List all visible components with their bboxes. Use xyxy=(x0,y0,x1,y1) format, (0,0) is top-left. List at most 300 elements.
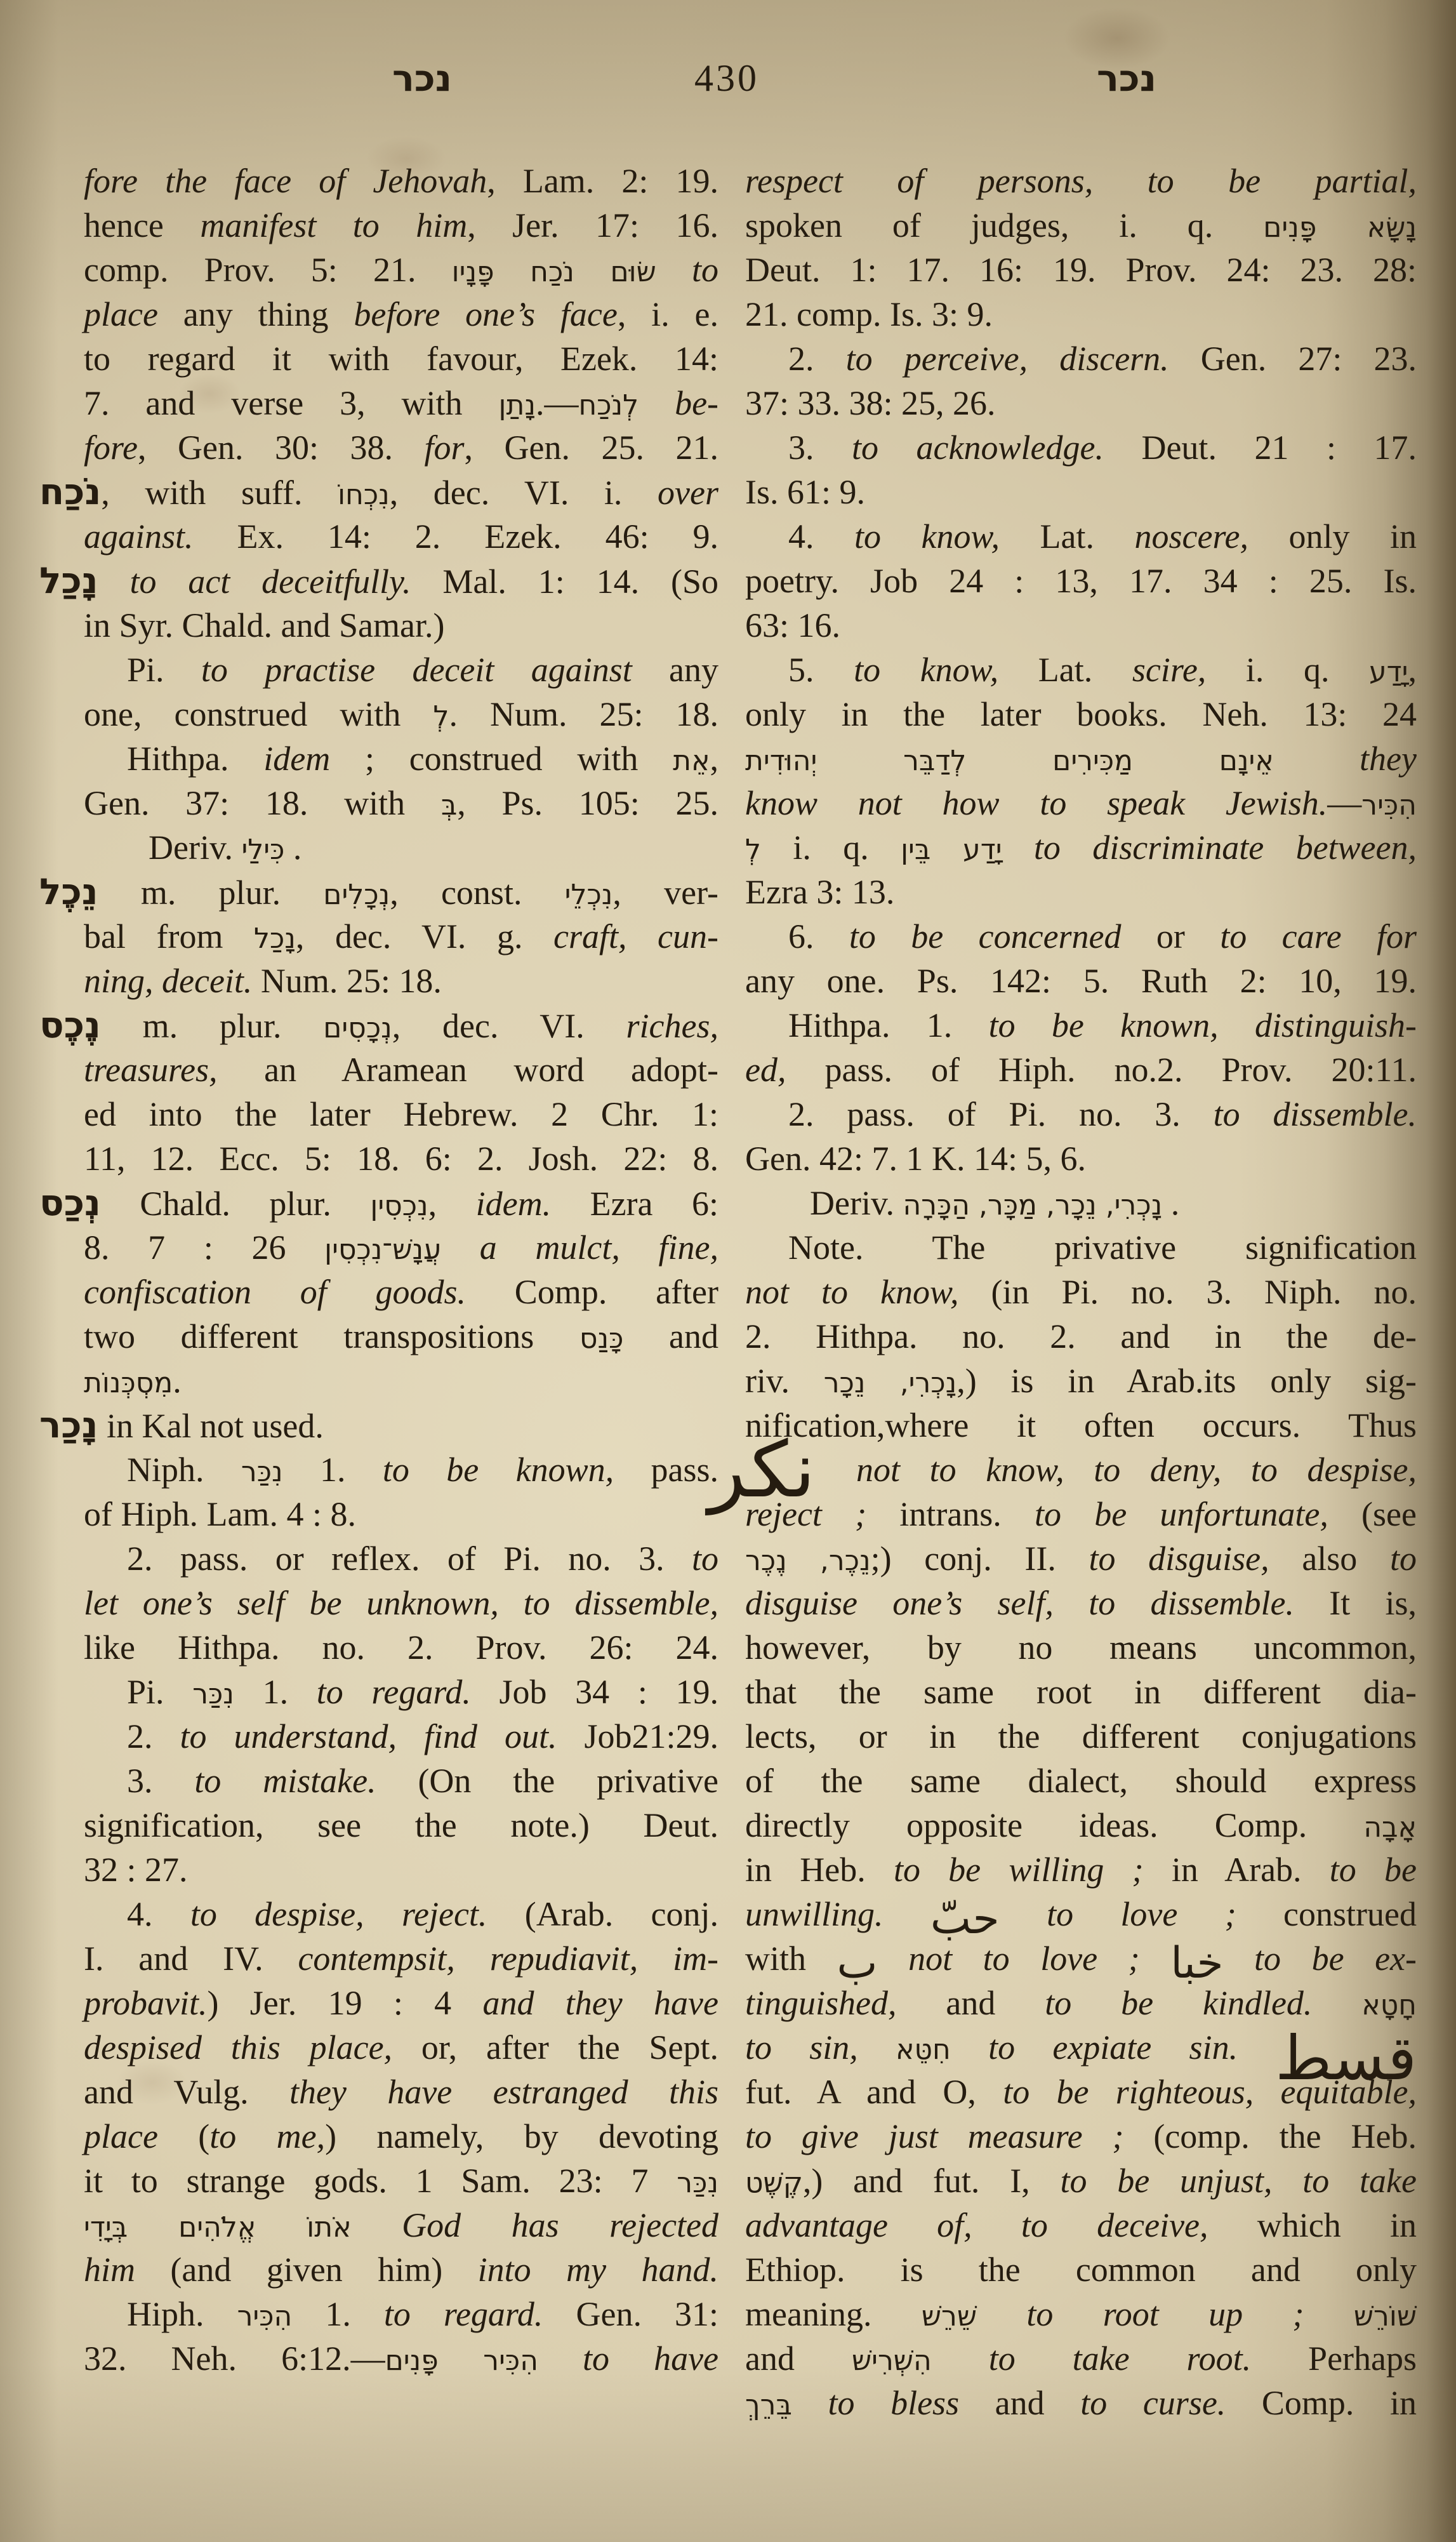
text-line xyxy=(745,1359,1417,1403)
text-line xyxy=(745,248,1417,292)
roman-text: Ex. 14: 2. Ezek. 46: 9. xyxy=(193,517,718,556)
text-line xyxy=(745,381,1417,425)
right-column xyxy=(708,159,1417,2425)
italic-text: to care for xyxy=(1220,917,1417,955)
italic-text: fore the face of Jehovah xyxy=(84,162,487,200)
text-line xyxy=(745,425,1417,470)
arabic-text: حبّ xyxy=(930,1894,1000,1944)
roman-text: 1. xyxy=(282,1451,383,1489)
roman-text xyxy=(538,2339,583,2378)
roman-text xyxy=(977,2295,1026,2333)
roman-text: poetry. Job 24 : 13, 17. 34 : 25. Is. xyxy=(745,562,1417,600)
text-line xyxy=(84,603,718,648)
roman-text: like Hithpa. no. 2. Prov. 26: 24. xyxy=(84,1628,718,1667)
text-line xyxy=(84,2203,718,2247)
roman-text: 4. xyxy=(788,517,855,556)
text-line xyxy=(745,1759,1417,1803)
text-line xyxy=(745,203,1417,248)
roman-text: . xyxy=(173,1362,182,1400)
hebrew-text: הִכִּיר xyxy=(1361,789,1417,822)
text-line xyxy=(745,2292,1417,2336)
italic-text: to xyxy=(692,251,719,289)
roman-text: Ezra 6: xyxy=(551,1185,718,1223)
roman-text: any thing xyxy=(157,295,354,333)
roman-text: lects, or in the different conjugations xyxy=(745,1717,1417,1755)
roman-text xyxy=(98,562,130,601)
roman-text: only in the later books. Neh. 13: 24 xyxy=(745,695,1417,733)
text-line xyxy=(745,1803,1417,1847)
roman-text: , Gen. 30: 38. xyxy=(137,429,425,467)
italic-text: and they have xyxy=(482,1984,718,2022)
italic-text: to mistake. xyxy=(194,1762,376,1800)
roman-text: Comp. after xyxy=(466,1273,718,1311)
roman-text: Hiph. xyxy=(127,2295,237,2333)
roman-text: , dec. VI. g. xyxy=(295,917,553,955)
italic-text: to be unjust, to take xyxy=(1060,2162,1417,2200)
roman-text: 1. xyxy=(234,1673,317,1711)
roman-text xyxy=(1002,828,1034,867)
roman-text: in Heb. xyxy=(745,1851,894,1889)
roman-text: Gen. 27: 23. xyxy=(1168,340,1417,378)
text-line xyxy=(745,1048,1417,1092)
roman-text: signification, see the note.) Deut. xyxy=(84,1806,718,1844)
text-line xyxy=(84,1092,718,1136)
roman-text: , i. e. xyxy=(617,295,718,333)
roman-text: it to strange gods. 1 Sam. 23: 7 xyxy=(84,2162,677,2200)
roman-text: ; construed with xyxy=(330,740,673,778)
roman-text: of Hiph. Lam. 4 : 8. xyxy=(84,1495,356,1533)
hebrew-text: שׁוֹרֵשׁ xyxy=(1353,2300,1417,2332)
text-line xyxy=(84,959,718,1003)
roman-text: 5. xyxy=(788,651,854,689)
italic-text: to expiate sin. xyxy=(988,2028,1238,2066)
roman-text: of the same dialect, should express xyxy=(745,1762,1417,1800)
italic-text: a mulct, fine, xyxy=(479,1228,719,1267)
italic-text: treasures, xyxy=(84,1051,218,1089)
roman-text: 7. and verse 3, with xyxy=(84,384,499,422)
roman-text: hence xyxy=(84,206,201,244)
hebrew-text: אָבָה xyxy=(1363,1811,1417,1844)
hebrew-text: נִכְחוֹ xyxy=(338,479,390,511)
text-line xyxy=(745,1403,1417,1447)
hebrew-text: חָטָא xyxy=(1361,1989,1417,2021)
hebrew-text: אֵינָם מַכִּירִים לְדַבֵּר יְהוּדִית xyxy=(745,745,1274,777)
roman-text xyxy=(639,384,675,422)
roman-text xyxy=(792,2384,828,2422)
italic-text: be- xyxy=(675,384,719,422)
roman-text: or xyxy=(1121,917,1221,955)
hebrew-text: אֵת xyxy=(673,745,710,777)
text-line xyxy=(84,1847,718,1892)
italic-text: manifest to him xyxy=(200,206,468,244)
text-line xyxy=(84,425,718,470)
roman-text: Comp. in xyxy=(1226,2384,1417,2422)
italic-text: to be known, xyxy=(382,1451,614,1489)
italic-text: to despise, reject. xyxy=(190,1895,487,1933)
italic-text: to acknowledge. xyxy=(852,429,1104,467)
italic-text: not to know, xyxy=(745,1273,959,1311)
italic-text: to xyxy=(1389,1540,1417,1578)
roman-text: Deut. 21 : 17. xyxy=(1103,429,1417,467)
roman-text xyxy=(1304,2295,1353,2333)
hebrew-text: בֵּרֵךְ xyxy=(745,2389,792,2421)
italic-text: probavit. xyxy=(84,1984,208,2022)
text-line xyxy=(39,559,718,603)
text-line xyxy=(84,1714,718,1759)
arabic-text: خبا xyxy=(1170,1938,1224,1988)
roman-text: , xyxy=(710,740,718,778)
roman-text: in Syr. Chald. and Samar.) xyxy=(84,606,445,644)
roman-text: Niph. xyxy=(127,1451,241,1489)
hebrew-text: נִכַּר xyxy=(192,1678,234,1710)
italic-text: respect of persons, to be partial, xyxy=(745,162,1417,200)
italic-text: to know, xyxy=(854,517,1000,556)
roman-text: ) namely, by devoting xyxy=(325,2117,719,2155)
italic-text: to dissemble. xyxy=(1213,1095,1417,1133)
italic-text: to bless xyxy=(828,2384,960,2422)
roman-text: 2. Hithpa. no. 2. and in the de- xyxy=(745,1317,1417,1355)
roman-text: spoken of judges, i. q. xyxy=(745,206,1264,244)
roman-text: .— xyxy=(536,384,579,422)
text-line xyxy=(84,336,718,381)
text-line xyxy=(84,736,718,781)
arabic-text: ب xyxy=(837,1938,878,1988)
roman-text: It is, xyxy=(1294,1584,1417,1622)
hebrew-text: חִטֵּא xyxy=(896,2033,951,2066)
roman-text: and Vulg. xyxy=(84,2073,289,2111)
roman-text xyxy=(932,2339,989,2378)
italic-text: they have estranged this xyxy=(289,2073,718,2111)
roman-text: ,) is in Arab.its only sig- xyxy=(956,1362,1417,1400)
roman-text: that the same root in different dia- xyxy=(745,1673,1417,1711)
roman-text xyxy=(1238,2028,1275,2066)
roman-text: 3. xyxy=(788,429,852,467)
italic-text: to love ; xyxy=(1047,1895,1236,1933)
roman-text: Deut. 1: 17. 16: 19. Prov. 24: 23. 28: xyxy=(745,251,1417,289)
text-line xyxy=(745,1936,1417,1988)
roman-text: 4. xyxy=(127,1895,190,1933)
text-line xyxy=(84,1581,718,1625)
roman-text: and xyxy=(896,1984,1045,2022)
roman-text: , with suff. xyxy=(101,474,338,512)
roman-text: 21. comp. Is. 3: 9. xyxy=(745,295,993,333)
hebrew-text: נָכְרִי, נֵכָר xyxy=(823,1367,957,1399)
roman-text: construed xyxy=(1236,1895,1417,1933)
hebrew-text: קֶשֶׁט xyxy=(745,2167,803,2199)
hebrew-headword: נֶכֶס xyxy=(39,1004,101,1046)
roman-text: which in xyxy=(1208,2206,1417,2244)
italic-text: for xyxy=(424,429,465,467)
arabic-marginal-word: نكر xyxy=(708,1425,816,1515)
text-line xyxy=(84,1892,718,1936)
text-line xyxy=(84,203,718,248)
italic-text: ning, deceit. xyxy=(84,962,253,1000)
italic-text: disguise one’s self, to dissemble. xyxy=(745,1584,1294,1622)
italic-text: against. xyxy=(84,517,194,556)
italic-text: they xyxy=(1360,740,1417,778)
text-line xyxy=(745,1714,1417,1759)
italic-text: to regard. xyxy=(383,2295,543,2333)
roman-text: Note. The privative signification xyxy=(788,1228,1417,1267)
roman-text: Lat. xyxy=(998,651,1132,689)
text-line xyxy=(745,1492,1417,1536)
text-line xyxy=(84,1936,718,1981)
text-line xyxy=(745,1092,1417,1136)
roman-text: 2. pass. or reflex. of Pi. no. 3. xyxy=(127,1540,692,1578)
italic-text: to discriminate between, xyxy=(1033,828,1417,867)
text-line xyxy=(84,2159,718,2203)
text-line xyxy=(745,336,1417,381)
roman-text: with xyxy=(745,1940,837,1978)
roman-text: Gen. 42: 7. 1 K. 14: 5, 6. xyxy=(745,1140,1086,1178)
italic-text: riches, xyxy=(626,1007,718,1045)
hebrew-headword: נֵכֶל xyxy=(39,871,98,913)
text-line xyxy=(84,248,718,292)
text-line xyxy=(745,2159,1417,2203)
hebrew-text: מִסְכְּנוֹת xyxy=(84,1367,173,1399)
italic-text: to be unfortunate, xyxy=(1034,1495,1328,1533)
text-line xyxy=(84,2070,718,2114)
text-line xyxy=(84,1225,718,1270)
text-line xyxy=(745,736,1417,781)
hebrew-text: לְ xyxy=(433,700,449,733)
italic-text: advantage of, to deceive, xyxy=(745,2206,1208,2244)
text-line xyxy=(84,1048,718,1092)
roman-text: also xyxy=(1269,1540,1390,1578)
italic-text: place xyxy=(84,2117,158,2155)
hebrew-text: שׂוּם נֹכַח פָּנָיו xyxy=(451,256,656,288)
italic-text: to have xyxy=(583,2339,719,2378)
roman-text xyxy=(656,251,692,289)
text-line xyxy=(745,1581,1417,1625)
roman-text: I. and IV. xyxy=(84,1940,298,1978)
italic-text: before one’s face xyxy=(354,295,618,333)
roman-text xyxy=(858,2028,896,2066)
roman-text: ;) conj. II. xyxy=(870,1540,1089,1578)
roman-text xyxy=(1140,1940,1171,1978)
roman-text: Chald. plur. xyxy=(100,1185,371,1223)
running-head-hebrew-left: נכר xyxy=(392,57,453,100)
italic-text: to be kindled. xyxy=(1045,1984,1313,2022)
text-line xyxy=(39,1003,718,1048)
text-line xyxy=(745,559,1417,603)
roman-text: pass. of Hiph. no.2. Prov. 20:11. xyxy=(786,1051,1417,1089)
italic-text: to root up ; xyxy=(1026,2295,1304,2333)
roman-text: and xyxy=(959,2384,1081,2422)
text-line xyxy=(745,470,1417,514)
hebrew-text: נִכַּר xyxy=(241,1456,283,1488)
text-line xyxy=(745,2114,1417,2159)
italic-text: know not how to speak Jewish. xyxy=(745,784,1328,822)
roman-text: , ver- xyxy=(612,874,718,912)
text-line xyxy=(745,1981,1417,2025)
hebrew-text: נִכַּר xyxy=(677,2167,718,2199)
roman-text: one, construed with xyxy=(84,695,433,733)
roman-text: 2. xyxy=(127,1717,180,1755)
roman-text: Job21:29. xyxy=(557,1717,718,1755)
roman-text: i. q. xyxy=(761,828,901,867)
italic-text: to know, xyxy=(854,651,999,689)
hebrew-text: נָכְרִי, נֵכָר, מַכָּר, הַכָּרָה xyxy=(903,1189,1163,1221)
roman-text xyxy=(951,2028,988,2066)
roman-text: (On the privative xyxy=(376,1762,718,1800)
roman-text: Ethiop. is the common and only xyxy=(745,2251,1417,2289)
text-line xyxy=(39,870,718,914)
text-line xyxy=(84,2025,718,2070)
text-line xyxy=(745,692,1417,736)
roman-text: Gen. 37: 18. with xyxy=(84,784,441,822)
roman-text: (and given him) xyxy=(135,2251,478,2289)
text-line xyxy=(84,781,718,825)
italic-text: to take root. xyxy=(988,2339,1252,2378)
roman-text: bal from xyxy=(84,917,255,955)
text-line xyxy=(84,825,718,870)
italic-text: unwilling. xyxy=(745,1895,884,1933)
roman-text: Ezra 3: 13. xyxy=(745,873,895,911)
roman-text: an Aramean word adopt- xyxy=(217,1051,718,1089)
roman-text: in Kal not used. xyxy=(98,1407,324,1445)
roman-text: , Ps. 105: 25. xyxy=(457,784,718,822)
roman-text: Deriv. xyxy=(149,828,242,867)
text-line xyxy=(745,1536,1417,1581)
text-line xyxy=(39,470,718,514)
hebrew-text: נָתַן xyxy=(498,389,536,422)
text-line xyxy=(84,292,718,336)
text-line xyxy=(84,159,718,203)
roman-text: 11, 12. Ecc. 5: 18. 6: 2. Josh. 22: 8. xyxy=(84,1140,718,1178)
arabic-text-large: قسط xyxy=(1275,2023,1417,2094)
roman-text: ed into the later Hebrew. 2 Chr. 1: xyxy=(84,1095,718,1133)
italic-text: to sin, xyxy=(745,2028,858,2066)
italic-text: to practise deceit against xyxy=(201,651,632,689)
text-line xyxy=(84,2247,718,2292)
roman-text: , Jer. 17: 16. xyxy=(467,206,718,244)
roman-text: 6. xyxy=(788,917,849,955)
hebrew-text: הִשְׁרִישׁ xyxy=(851,2345,932,2377)
roman-text: fut. A and O, xyxy=(745,2073,1003,2111)
text-line xyxy=(745,1003,1417,1048)
text-line xyxy=(84,1803,718,1847)
roman-text xyxy=(884,1895,930,1933)
text-line xyxy=(745,1314,1417,1359)
roman-text: 8. 7 : 26 xyxy=(84,1228,325,1267)
running-head-hebrew-right: נכר xyxy=(1096,57,1157,100)
hebrew-headword: נָכַר xyxy=(39,1404,98,1446)
text-line xyxy=(84,1447,718,1492)
italic-text: not to know, to deny, to despise, xyxy=(856,1451,1417,1489)
italic-text: to understand, find out. xyxy=(180,1717,557,1755)
text-line xyxy=(84,381,718,425)
hebrew-text: נְכָסִים xyxy=(323,1012,392,1044)
italic-text: fore xyxy=(84,429,138,467)
text-line xyxy=(84,914,718,959)
text-line xyxy=(745,159,1417,203)
roman-text: any one. Ps. 142: 5. Ruth 2: 10, 19. xyxy=(745,962,1417,1000)
text-line xyxy=(84,514,718,559)
roman-text: two different transpositions xyxy=(84,1317,579,1355)
italic-text: reject ; xyxy=(745,1495,867,1533)
text-line xyxy=(745,514,1417,559)
hebrew-text: נָשָׂא פָּנִים xyxy=(1263,211,1417,244)
roman-text: however, by no means uncommon, xyxy=(745,1628,1417,1667)
roman-text: , Lam. 2: 19. xyxy=(487,162,718,200)
italic-text: despised this place, xyxy=(84,2028,393,2066)
roman-text: and xyxy=(623,1317,719,1355)
text-line xyxy=(745,2203,1417,2247)
roman-text: . xyxy=(284,828,302,867)
text-line xyxy=(84,692,718,736)
roman-text: , xyxy=(1408,651,1417,689)
hebrew-text: כִּילַי xyxy=(241,834,285,866)
roman-text: Lat. xyxy=(1000,517,1135,556)
roman-text: , xyxy=(428,1185,476,1223)
hebrew-text: לְ xyxy=(745,834,762,866)
roman-text: ) Jer. 19 : 4 xyxy=(207,1984,483,2022)
italic-text: to me, xyxy=(209,2117,326,2155)
text-line xyxy=(745,1847,1417,1892)
italic-text: to be concerned xyxy=(849,917,1122,955)
text-line xyxy=(84,1759,718,1803)
text-line xyxy=(745,1136,1417,1181)
roman-text: pass. xyxy=(614,1451,719,1489)
text-line xyxy=(745,1225,1417,1270)
italic-text: to xyxy=(691,1540,718,1578)
text-line xyxy=(84,2114,718,2159)
roman-text: 3. xyxy=(127,1762,195,1800)
italic-text: to be ex- xyxy=(1254,1940,1417,1978)
roman-text: i. q. xyxy=(1206,651,1370,689)
text-line xyxy=(745,1181,1417,1225)
text-line xyxy=(745,825,1417,870)
roman-text: Pi. xyxy=(127,651,201,689)
roman-text: directly opposite ideas. Comp. xyxy=(745,1806,1364,1844)
roman-text: 2. xyxy=(788,340,846,378)
text-line xyxy=(84,1314,718,1359)
roman-text: 32. Neh. 6:12.— xyxy=(84,2339,385,2378)
text-line xyxy=(84,2292,718,2336)
roman-text: 63: 16. xyxy=(745,606,841,644)
italic-text: noscere, xyxy=(1134,517,1248,556)
roman-text: nification,where it often occurs. Thus xyxy=(745,1406,1417,1444)
text-line xyxy=(84,1492,718,1536)
text-line xyxy=(745,1625,1417,1670)
hebrew-text: יָדַע בֵּין xyxy=(901,834,1002,866)
roman-text: 32 : 27. xyxy=(84,1851,188,1889)
text-line xyxy=(745,648,1417,692)
hebrew-text: נְכָלִים xyxy=(323,879,390,911)
italic-text: idem xyxy=(263,740,331,778)
italic-text: to regard. xyxy=(316,1673,471,1711)
roman-text: Is. 61: 9. xyxy=(745,473,865,511)
roman-text: ,) and fut. I, xyxy=(802,2162,1061,2200)
hebrew-text: נִכְסִין xyxy=(370,1190,428,1222)
hebrew-text: כָּנַס xyxy=(579,1322,624,1355)
roman-text: m. plur. xyxy=(100,1007,324,1045)
italic-text: not to love ; xyxy=(908,1940,1140,1978)
italic-text: confiscation of goods. xyxy=(84,1273,467,1311)
italic-text: to be righteous, equitable, xyxy=(1003,2073,1417,2111)
text-line xyxy=(84,1536,718,1581)
text-line xyxy=(84,2336,718,2381)
page-number: 430 xyxy=(694,57,759,99)
italic-text: to be xyxy=(1329,1851,1417,1889)
text-line xyxy=(745,781,1417,825)
italic-text: into my hand. xyxy=(477,2251,718,2289)
roman-text: intrans. xyxy=(866,1495,1035,1533)
italic-text: idem. xyxy=(475,1185,552,1223)
roman-text: meaning. xyxy=(745,2295,922,2333)
italic-text: over xyxy=(658,474,718,512)
